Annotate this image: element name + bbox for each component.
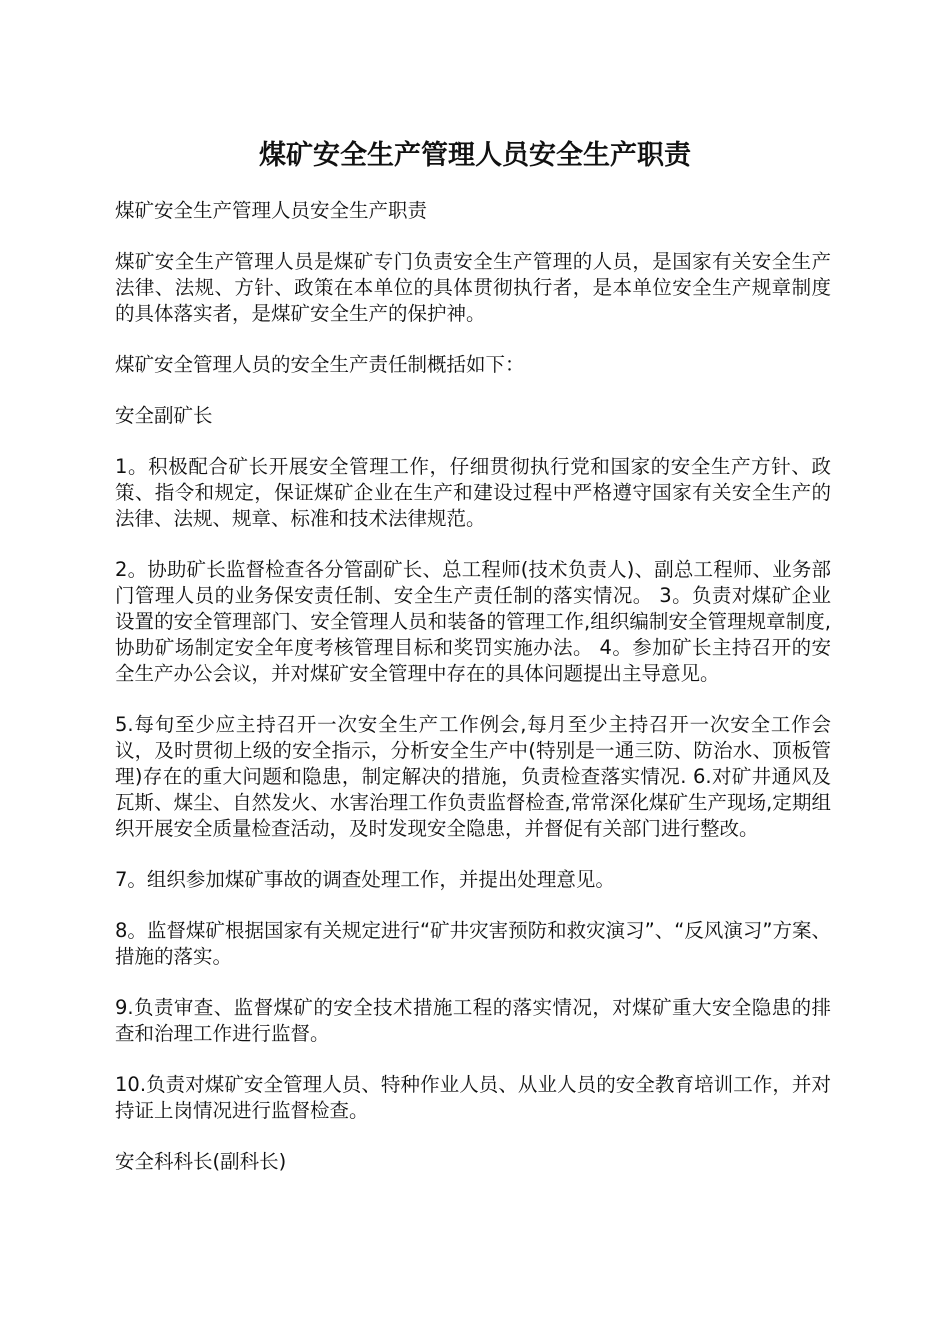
paragraph-duty-9: 9.负责审查、监督煤矿的安全技术措施工程的落实情况，对煤矿重大安全隐患的排查和治理工作进行监督。 xyxy=(115,996,831,1045)
paragraph-intro: 煤矿安全生产管理人员是煤矿专门负责安全生产管理的人员，是国家有关安全生产法律、法规、方针、政策在本单位的具体贯彻执行者，是本单位安全生产规章制度的具体落实者，是煤矿安全生产的保护神。 xyxy=(115,250,831,325)
paragraph-duty-7: 7。组织参加煤矿事故的调查处理工作，并提出处理意见。 xyxy=(115,868,615,891)
paragraph-duty-5-6: 5.每旬至少应主持召开一次安全生产工作例会,每月至少主持召开一次安全工作会议，及时贯彻上级的安全指示，分析安全生产中(特别是一通三防、防治水、顶板管理)存在的重大问题和隐患，制定解决的措施，负责检查落实情况. 6.对矿井通风及瓦斯、煤尘、自然发火、水害治理工作负责监督检查,常常深化煤矿生产现场,定期组织开展安全质量检查活动，及时发现安全隐患，并督促有关部门进行整改。 xyxy=(115,713,831,840)
document-title: 煤矿安全生产管理人员安全生产职责 xyxy=(259,140,691,171)
paragraph-duty-1: 1。积极配合矿长开展安全管理工作，仔细贯彻执行党和国家的安全生产方针、政策、指令和规定，保证煤矿企业在生产和建设过程中严格遵守国家有关安全生产的法律、法规、规章、标准和技术法律规范。 xyxy=(115,455,831,530)
paragraph-duty-10: 10.负责对煤矿安全管理人员、特种作业人员、从业人员的安全教育培训工作，并对持证上岗情况进行监督检查。 xyxy=(115,1073,831,1122)
paragraph-duty-8: 8。监督煤矿根据国家有关规定进行“矿井灾害预防和救灾演习”、“反风演习”方案、措施的落实。 xyxy=(115,919,831,968)
paragraph-duty-2-4: 2。协助矿长监督检查各分管副矿长、总工程师(技术负责人)、副总工程师、业务部门管理人员的业务保安责任制、安全生产责任制的落实情况。 3。负责对煤矿企业设置的安全管理部门、安全管理人员和装备的管理工作,组织编制安全管理规章制度,协助矿场制定安全年度考核管理目标和奖罚实施办法。 4。参加矿长主持召开的安全生产办公会议，并对煤矿安全管理中存在的具体问题提出主导意见。 xyxy=(115,558,831,685)
document-body xyxy=(115,198,831,1200)
section-heading-deputy-mine-manager: 安全副矿长 xyxy=(115,404,213,427)
section-heading-safety-section-chief: 安全科科长(副科长) xyxy=(115,1150,287,1173)
paragraph-summary-lead: 煤矿安全管理人员的安全生产责任制概括如下： xyxy=(115,353,525,376)
paragraph-subtitle: 煤矿安全生产管理人员安全生产职责 xyxy=(115,199,428,222)
